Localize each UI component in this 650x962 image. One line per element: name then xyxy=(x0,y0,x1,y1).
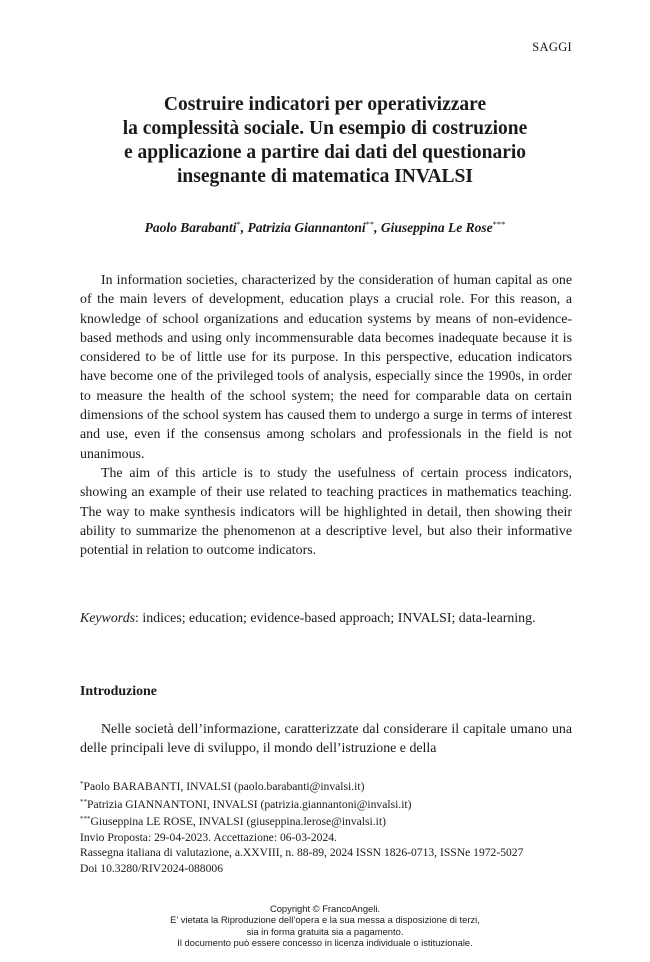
keywords-text: : indices; education; evidence-based approach; INVALSI; data-learning. xyxy=(135,611,536,626)
title-line: e applicazione a partire dai dati del questionario xyxy=(123,142,527,163)
doi: Doi 10.3280/RIV2024-088006 xyxy=(80,861,223,875)
title-line: la complessità sociale. Un esempio di costruzione xyxy=(122,118,528,139)
keywords xyxy=(80,609,572,628)
copyright-line: sia in forma gratuita sia a pagamento. xyxy=(246,925,404,937)
abstract-paragraph: The aim of this article is to study the usefulness of certain process indicators, showing an example of their use related to teaching practices in mathematics teaching. The way to make synthesis indicators will be highlighted in detail, then showing their ability to summarize the phenomenon at a descriptive level, but also their informative potential in relation to outcome indicators. xyxy=(80,465,572,559)
footnote-mark: ** xyxy=(80,797,87,806)
abstract-paragraph: In information societies, characterized by the consideration of human capital as one of the main levers of development, education plays a crucial role. For this reason, a knowledge of school organizations and education systems by means of non-evidence-based methods and using only incommensurable data becomes inadequate because it is considered to be of little use for its purpose. In this perspective, education indicators have become one of the privileged tools of analysis, especially since the 1990s, in order to measure the health of the school system; the need for comparable data on certain dimensions of the school system has caused them to undergo a surge in terms of interest and use, even if the consensus among scholars and professionals in the field is not unanimous. xyxy=(80,273,572,462)
article-title xyxy=(60,93,590,189)
footnotes xyxy=(80,777,580,845)
abstract xyxy=(80,271,572,560)
footnote-text: Giuseppina LE ROSE, INVALSI (giuseppina.lerose@invalsi.it) xyxy=(90,815,386,829)
author-name: Patrizia Giannantoni xyxy=(247,220,366,235)
footnote-mark: * xyxy=(80,780,84,788)
author-footnote-mark: ** xyxy=(365,219,375,229)
footnote xyxy=(80,777,580,795)
author-name: Giuseppina Le Rose xyxy=(380,220,493,235)
footnote-text: Paolo BARABANTI, INVALSI (paolo.barabanti@invalsi.it) xyxy=(83,780,365,793)
author-footnote-mark: *** xyxy=(492,219,506,229)
footnote-mark: *** xyxy=(80,815,91,824)
title-line: insegnante di matematica INVALSI xyxy=(177,166,473,187)
footnote xyxy=(80,795,580,813)
journal-info xyxy=(80,845,580,876)
keywords-label: Keywords xyxy=(80,611,136,626)
body-paragraph: Nelle società dell’informazione, caratterizzate dal considerare il capitale umano una delle principali leve di sviluppo, il mondo dell’istruzione e della xyxy=(80,722,572,757)
submission-dates: Invio Proposta: 29-04-2023. Accettazione: 06-03-2024. xyxy=(80,830,337,844)
footnote-text: Patrizia GIANNANTONI, INVALSI (patrizia.giannantoni@invalsi.it) xyxy=(87,797,412,811)
copyright-line: E’ vietata la Riproduzione dell’opera e la sua messa a disposizione di terzi, xyxy=(170,914,480,926)
section-tag: SAGGI xyxy=(532,40,572,54)
author-name: Paolo Barabanti xyxy=(144,220,237,235)
journal-citation: Rassegna italiana di valutazione, a.XXVIII, n. 88-89, 2024 ISSN 1826-0713, ISSNe 1972-5027 xyxy=(80,846,524,859)
section-heading: Introduzione xyxy=(80,684,157,699)
title-line: Costruire indicatori per operativizzare xyxy=(163,94,487,115)
author-separator: , xyxy=(374,220,381,235)
author-separator: , xyxy=(240,220,248,235)
copyright-line: Copyright © FrancoAngeli. xyxy=(269,903,381,914)
copyright-notice xyxy=(40,903,610,948)
footnote xyxy=(80,812,580,830)
copyright-line: Il documento può essere concesso in licenza individuale o istituzionale. xyxy=(177,936,473,948)
author-footnote-mark: * xyxy=(236,219,241,229)
author-list xyxy=(40,219,610,236)
